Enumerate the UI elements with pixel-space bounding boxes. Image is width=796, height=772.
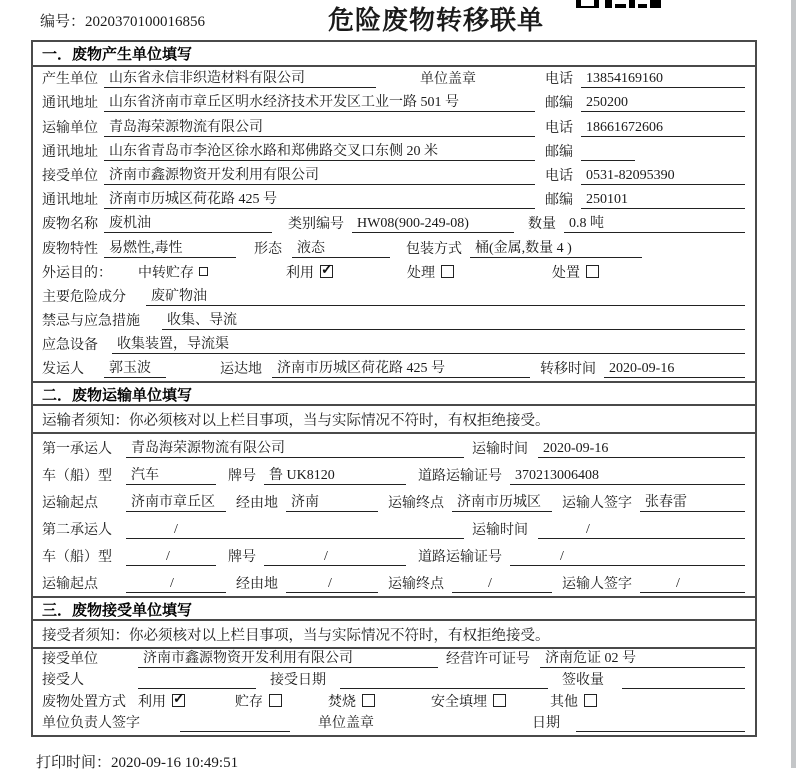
packing-value: 桶(金属,数量 4 ) [470, 237, 642, 258]
row-acceptor [33, 671, 755, 693]
serial-number [40, 10, 205, 31]
row-accept-unit [33, 649, 755, 671]
carrier-signature-label: 运输人签字 [562, 577, 632, 593]
disposal-method-label: 废物处置方式 [42, 694, 126, 710]
checkbox-landfill-label: 安全填埋 [431, 694, 487, 710]
vehicle-type-value: 汽车 [126, 464, 216, 485]
purpose-option-transfer-storage [138, 262, 208, 282]
dispatcher-value: 郭玉波 [104, 357, 166, 378]
print-time-value: 2020-09-16 10:49:51 [111, 755, 239, 771]
producer-left-group [42, 67, 545, 88]
address-label: 通讯地址 [42, 144, 98, 160]
quantity-label: 数量 [528, 217, 556, 233]
qr-block [576, 0, 599, 8]
vehicle-type-value[interactable]: / [126, 549, 216, 566]
checkbox-other-label: 其他 [550, 694, 578, 710]
transport-address-group [42, 140, 545, 161]
checkbox-transfer-storage-label: 中转贮存 [138, 265, 194, 281]
accept-unit-value: 济南市鑫源物资开发利用有限公司 [138, 647, 438, 668]
producer-unit-label: 产生单位 [42, 72, 98, 88]
zip-label: 邮编 [545, 144, 573, 160]
plate-label: 牌号 [228, 469, 256, 485]
carrier-signature-value[interactable]: / [640, 576, 745, 593]
row-taboo-measures [33, 309, 755, 333]
transporter-notice: 运输者须知：你必须核对以上栏目事项，当与实际情况不符时，有权拒绝接受。 [33, 406, 755, 434]
second-carrier-label: 第二承运人 [42, 523, 112, 539]
print-time-label: 打印时间： [36, 755, 112, 771]
disposal-option-incinerate [328, 691, 375, 711]
transport-time-value[interactable]: / [538, 522, 745, 539]
destination-label: 运达地 [220, 362, 262, 378]
zip-label: 邮编 [545, 96, 573, 112]
row-route-1 [33, 488, 755, 515]
accept-date-value[interactable] [340, 688, 548, 689]
receiver-zip-value: 250101 [581, 192, 745, 209]
checkbox-treat[interactable] [441, 265, 454, 278]
row-receiver-unit [33, 164, 755, 188]
license-label: 经营许可证号 [446, 651, 530, 667]
purpose-option-treat [407, 262, 454, 282]
road-permit-label: 道路运输证号 [418, 550, 502, 566]
taboo-value: 收集、导流 [162, 309, 745, 330]
responsible-signature-value[interactable] [180, 731, 290, 732]
via-label: 经由地 [236, 577, 278, 593]
second-carrier-value[interactable]: / [126, 522, 464, 539]
hazard-label: 主要危险成分 [42, 289, 126, 305]
checkbox-utilize[interactable] [320, 265, 333, 278]
phone-label: 电话 [545, 168, 573, 184]
row-waste-name [33, 212, 755, 236]
road-permit-value[interactable]: / [510, 549, 745, 566]
waste-traits-label: 废物特性 [42, 241, 98, 257]
row-vehicle-2 [33, 542, 755, 569]
category-code-label: 类别编号 [288, 217, 344, 233]
checkbox-incinerate-label: 焚烧 [328, 694, 356, 710]
accept-date-label: 接受日期 [270, 673, 326, 689]
checkbox-dispose[interactable] [586, 265, 599, 278]
purpose-option-dispose [552, 262, 599, 282]
road-permit-value: 370213006408 [510, 468, 745, 485]
road-permit-label: 道路运输证号 [418, 469, 502, 485]
hazard-value: 废矿物油 [146, 285, 745, 306]
checkbox-utilize-label: 利用 [138, 694, 166, 710]
route-end-value: 济南市历城区 [452, 491, 552, 512]
acceptor-value[interactable] [138, 688, 256, 689]
first-carrier-label: 第一承运人 [42, 442, 112, 458]
category-code-value: HW08(900-249-08) [352, 216, 514, 233]
checkbox-other[interactable] [584, 694, 597, 707]
unit-seal-label: 单位盖章 [318, 716, 374, 732]
via-value: 济南 [286, 491, 378, 512]
transport-unit-label: 运输单位 [42, 120, 98, 136]
producer-zip-value: 250200 [581, 95, 745, 112]
disposal-option-store [235, 691, 282, 711]
checkbox-store-label: 贮存 [235, 694, 263, 710]
receiver-address-group [42, 188, 545, 209]
checkbox-landfill[interactable] [493, 694, 506, 707]
address-label: 通讯地址 [42, 96, 98, 112]
receipt-quantity-value[interactable] [622, 688, 745, 689]
transfer-form-table [31, 40, 757, 737]
transport-phone-value: 18661672606 [581, 120, 745, 137]
transport-unit-value: 青岛海荣源物流有限公司 [104, 116, 535, 137]
row-dispatcher [33, 357, 755, 381]
route-end-label: 运输终点 [388, 577, 444, 593]
row-vehicle-1 [33, 461, 755, 488]
receipt-quantity-label: 签收量 [562, 673, 604, 689]
row-hazard-components [33, 285, 755, 309]
qr-block [638, 4, 647, 8]
row-producer-unit [33, 67, 755, 91]
checkbox-incinerate[interactable] [362, 694, 375, 707]
disposal-option-landfill [431, 691, 506, 711]
accept-unit-label: 接受单位 [42, 651, 98, 667]
route-start-label: 运输起点 [42, 577, 98, 593]
purpose-option-utilize [286, 262, 333, 282]
row-route-2 [33, 569, 755, 596]
route-start-label: 运输起点 [42, 496, 98, 512]
address-label: 通讯地址 [42, 193, 98, 209]
purpose-label: 外运目的： [42, 265, 112, 281]
route-start-value[interactable]: / [126, 576, 226, 593]
transport-time-label: 运输时间 [472, 523, 528, 539]
waste-name-label: 废物名称 [42, 217, 98, 233]
qr-block [629, 0, 635, 8]
route-end-value[interactable]: / [452, 576, 552, 593]
receiver-unit-value: 济南市鑫源物资开发利用有限公司 [104, 164, 535, 185]
taboo-label: 禁忌与应急措施 [42, 314, 140, 330]
serial-value: 2020370100016856 [85, 14, 206, 30]
row-producer-address [33, 91, 755, 115]
equipment-label: 应急设备 [42, 338, 98, 354]
responsible-signature-label: 单位负责人签字 [42, 716, 140, 732]
unit-seal-label: 单位盖章 [420, 72, 476, 88]
row-transfer-purpose [33, 261, 755, 285]
transfer-time-label: 转移时间 [540, 362, 596, 378]
checkbox-store[interactable] [269, 694, 282, 707]
transport-address-value: 山东省青岛市李沧区徐水路和郑佛路交叉口东侧 20 米 [104, 140, 535, 161]
transport-zip-value[interactable] [581, 160, 635, 161]
disposal-option-other [550, 691, 597, 711]
route-end-label: 运输终点 [388, 496, 444, 512]
form-state-value: 液态 [292, 237, 390, 258]
plate-label: 牌号 [228, 550, 256, 566]
qr-code-fragment-icon [576, 0, 664, 8]
via-label: 经由地 [236, 496, 278, 512]
row-responsible-signature [33, 714, 755, 736]
vehicle-type-label: 车（船）型 [42, 550, 112, 566]
print-time [36, 751, 238, 772]
row-emergency-equipment [33, 333, 755, 357]
row-transport-address [33, 140, 755, 164]
acceptor-label: 接受人 [42, 673, 84, 689]
producer-phone-value: 13854169160 [581, 71, 745, 88]
zip-label: 邮编 [545, 193, 573, 209]
producer-address-value: 山东省济南市章丘区明水经济技术开发区工业一路 501 号 [104, 91, 535, 112]
row-transport-unit [33, 115, 755, 139]
section1-header: 一．废物产生单位填写 [33, 42, 755, 67]
vehicle-type-label: 车（船）型 [42, 469, 112, 485]
date-label: 日期 [532, 716, 560, 732]
serial-label: 编号： [40, 14, 86, 30]
dispatcher-label: 发运人 [42, 362, 84, 378]
license-value: 济南危证 02 号 [540, 647, 745, 668]
row-first-carrier [33, 434, 755, 461]
row-receiver-address [33, 188, 755, 212]
plate-value[interactable]: / [264, 549, 406, 566]
carrier-signature-label: 运输人签字 [562, 496, 632, 512]
transfer-time-value: 2020-09-16 [604, 361, 745, 378]
receiver-address-value: 济南市历城区荷花路 425 号 [104, 188, 535, 209]
phone-label: 电话 [545, 120, 573, 136]
via-value[interactable]: / [286, 576, 378, 593]
checkbox-utilize-label: 利用 [286, 265, 314, 281]
producer-unit-value: 山东省永信非织造材料有限公司 [104, 67, 376, 88]
checkbox-transfer-storage[interactable] [199, 267, 208, 276]
phone-label: 电话 [545, 72, 573, 88]
transport-unit-group [42, 116, 545, 137]
page-edge-strip [791, 0, 796, 768]
transport-time-value: 2020-09-16 [538, 441, 745, 458]
page-title: 危险废物转移联单 [328, 5, 545, 35]
checkbox-treat-label: 处理 [407, 265, 435, 281]
receiver-phone-value: 0531-82095390 [581, 168, 745, 185]
qr-block [605, 0, 612, 8]
transport-time-label: 运输时间 [472, 442, 528, 458]
checkbox-utilize[interactable] [172, 694, 185, 707]
waste-name-value: 废机油 [104, 212, 272, 233]
carrier-signature-value: 张春雷 [640, 491, 745, 512]
producer-address-group [42, 91, 545, 112]
packing-label: 包装方式 [406, 241, 462, 257]
date-value[interactable] [576, 731, 745, 732]
quantity-value: 0.8 吨 [564, 212, 745, 233]
disposal-option-utilize [138, 691, 185, 711]
destination-value: 济南市历城区荷花路 425 号 [272, 357, 530, 378]
row-second-carrier [33, 515, 755, 542]
first-carrier-value: 青岛海荣源物流有限公司 [126, 437, 464, 458]
plate-value: 鲁 UK8120 [264, 464, 406, 485]
checkbox-dispose-label: 处置 [552, 265, 580, 281]
receiver-unit-label: 接受单位 [42, 168, 98, 184]
row-disposal-method [33, 692, 755, 714]
route-start-value: 济南市章丘区 [126, 491, 226, 512]
form-state-label: 形态 [254, 241, 282, 257]
qr-block [615, 4, 626, 8]
section2-header: 二．废物运输单位填写 [33, 381, 755, 406]
row-waste-traits [33, 236, 755, 260]
receiver-notice: 接受者须知：你必须核对以上栏目事项，当与实际情况不符时，有权拒绝接受。 [33, 621, 755, 649]
waste-traits-value: 易燃性,毒性 [104, 237, 236, 258]
qr-block [650, 0, 661, 8]
section3-header: 三．废物接受单位填写 [33, 596, 755, 621]
equipment-value: 收集装置，导流渠 [112, 333, 745, 354]
receiver-unit-group [42, 164, 545, 185]
